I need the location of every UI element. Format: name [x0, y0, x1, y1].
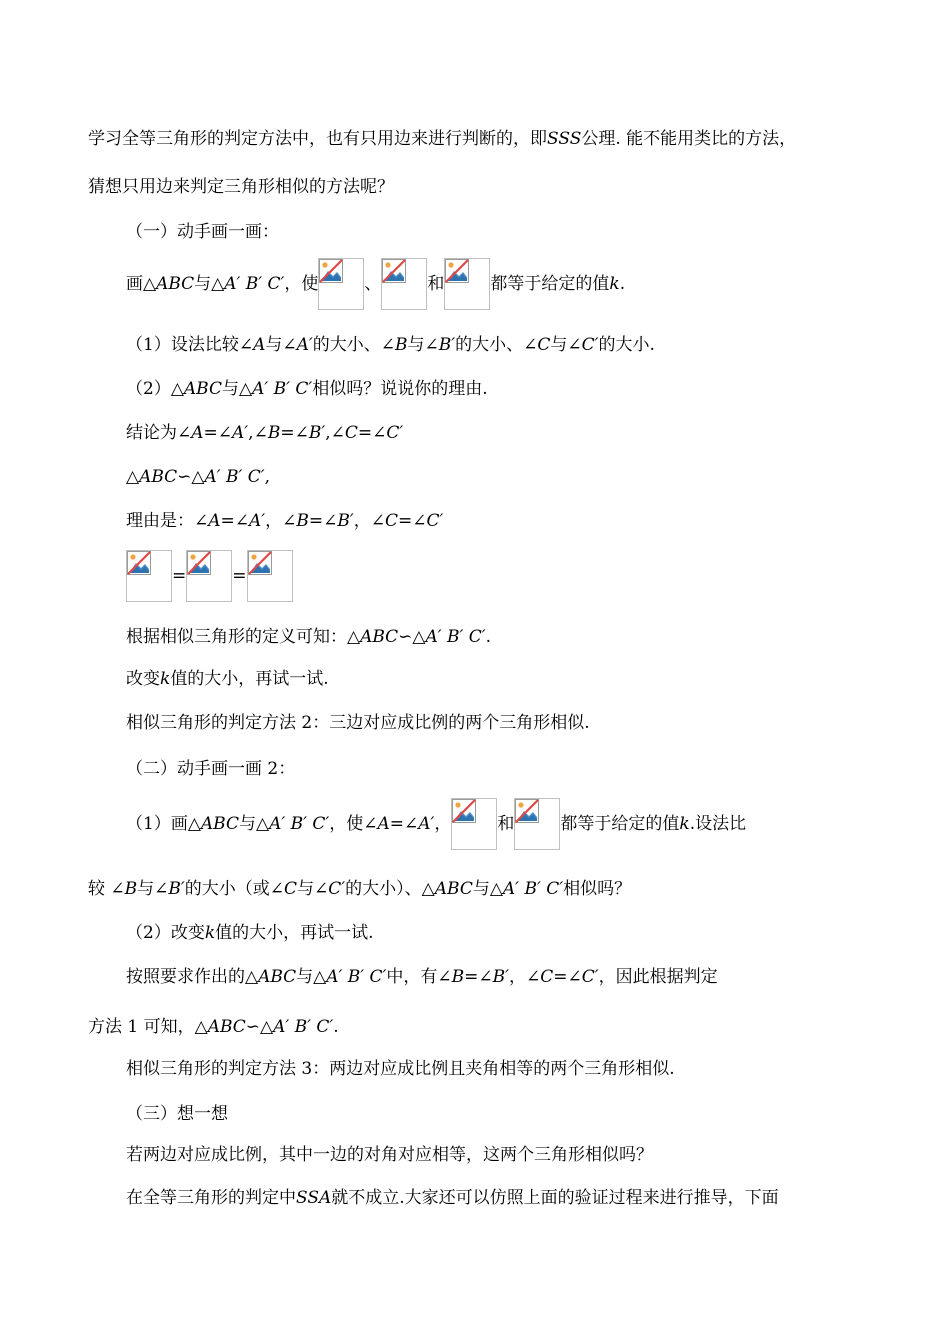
text-segment: ，∠ — [353, 510, 386, 531]
text-segment: 与△ — [238, 814, 270, 834]
math-symbol: B — [296, 510, 309, 531]
text-segment: ，∠ — [509, 966, 541, 987]
text-segment: 改变 — [126, 668, 160, 689]
text-segment: 的大小）、△ — [345, 878, 435, 899]
math-symbol: k — [160, 668, 171, 689]
broken-image-icon — [514, 798, 560, 850]
text-segment: 在全等三角形的判定中 — [126, 1187, 296, 1208]
text-segment: 与∠ — [407, 334, 439, 355]
math-symbol: C′ — [426, 510, 444, 531]
text-segment: 值的大小，再试一试. — [215, 922, 374, 943]
text-segment: 就不成立.大家还可以仿照上面的验证过程来进行推导，下面 — [331, 1187, 779, 1208]
math-symbol: C — [344, 422, 358, 443]
text-segment: 较 ∠ — [88, 878, 125, 899]
text-line — [126, 1103, 228, 1124]
text-segment: 与△ — [472, 878, 503, 899]
text-segment: 相似吗？说说你的理由. — [312, 378, 488, 399]
text-segment: 的大小、∠ — [312, 334, 395, 355]
math-symbol: A — [191, 422, 204, 443]
text-line — [126, 758, 295, 779]
text-segment: 与△ — [221, 378, 253, 399]
math-symbol: C — [537, 334, 551, 355]
math-symbol: ABC — [156, 274, 195, 294]
math-symbol: k — [609, 274, 620, 294]
text-segment: （一）动手画一画： — [126, 221, 279, 242]
text-segment: 与∠ — [297, 878, 329, 899]
text-line — [126, 466, 270, 487]
broken-image-icon — [186, 550, 232, 602]
text-segment: ，∠ — [265, 510, 297, 531]
text-segment: = — [232, 566, 247, 586]
text-segment: =∠ — [280, 422, 309, 443]
text-segment: ∽△ — [177, 466, 205, 487]
broken-image-icon — [126, 550, 172, 602]
text-segment: =∠ — [464, 966, 493, 987]
text-segment: （2）改变 — [126, 922, 205, 943]
text-line — [126, 922, 374, 943]
text-segment: （三）想一想 — [126, 1103, 228, 1124]
text-segment: ，因此根据判定 — [598, 966, 718, 987]
math-symbol: ABC — [434, 878, 473, 899]
math-symbol: A′ B′ C′ — [502, 878, 564, 899]
math-symbol: A — [377, 814, 390, 834]
math-symbol: C — [284, 878, 298, 899]
broken-image-icon — [444, 258, 490, 310]
math-symbol: A′ — [418, 814, 435, 834]
text-segment: 值的大小，再试一试. — [170, 668, 329, 689]
math-symbol: A′ B′ C′ — [273, 1016, 334, 1037]
math-symbol: A′ — [249, 510, 266, 531]
text-segment: =∠ — [389, 814, 419, 834]
text-segment: 理由是：∠ — [126, 510, 209, 531]
math-symbol: A′ B′ C′ — [269, 814, 330, 834]
math-symbol: ABC — [139, 466, 178, 487]
text-segment: 相似三角形的判定方法 2：三边对应成比例的两个三角形相似. — [126, 712, 590, 733]
text-segment: =∠ — [553, 966, 582, 987]
text-segment: . — [485, 626, 492, 647]
text-segment: 公理. 能不能用类比的方法， — [581, 128, 797, 149]
text-segment: （1）画△ — [126, 814, 201, 834]
math-symbol: A′ B′ C′ — [224, 274, 285, 294]
math-symbol: C′ — [328, 878, 346, 899]
text-segment: =∠ — [398, 510, 427, 531]
text-segment: 和 — [497, 814, 515, 834]
text-line — [126, 712, 590, 733]
math-symbol: ABC — [183, 378, 222, 399]
text-segment: ，使 — [284, 274, 319, 294]
text-segment: 与△ — [194, 274, 225, 294]
text-segment: 方法 1 可知，△ — [88, 1016, 208, 1037]
math-symbol: ABC — [207, 1016, 246, 1037]
text-line — [126, 258, 625, 310]
math-symbol: B′ — [308, 422, 326, 443]
text-line — [126, 378, 488, 399]
math-symbol: A — [253, 334, 266, 355]
text-segment: ，使∠ — [329, 814, 378, 834]
math-symbol: C′ — [581, 334, 599, 355]
math-symbol: B′ — [438, 334, 456, 355]
text-segment: =∠ — [203, 422, 233, 443]
math-symbol: ABC — [258, 966, 297, 987]
text-line — [88, 176, 394, 197]
text-line — [126, 334, 655, 355]
broken-image-icon — [451, 798, 497, 850]
text-line — [88, 878, 631, 899]
broken-image-icon — [381, 258, 427, 310]
text-line — [126, 510, 443, 531]
math-symbol: k — [679, 814, 690, 834]
text-line — [88, 128, 796, 149]
text-segment: 结论为∠ — [126, 422, 192, 443]
text-segment: .设法比 — [689, 814, 747, 834]
text-segment: = — [172, 566, 187, 586]
text-segment: 学习全等三角形的判定方法中，也有只用边来进行判断的，即 — [88, 128, 547, 149]
text-segment: ， — [434, 814, 452, 834]
text-segment: =∠ — [308, 510, 338, 531]
text-segment: 的大小（或∠ — [184, 878, 285, 899]
math-symbol: B — [267, 422, 281, 443]
text-segment: 都等于给定的值 — [560, 814, 680, 834]
text-segment: 相似三角形的判定方法 3：两边对应成比例且夹角相等的两个三角形相似. — [126, 1058, 675, 1079]
math-symbol: C — [385, 510, 399, 531]
math-symbol: ABC — [360, 626, 399, 647]
text-segment: . — [619, 274, 626, 294]
math-symbol: SSA — [296, 1187, 332, 1208]
text-segment: （2）△ — [126, 378, 184, 399]
text-segment: 和 — [427, 274, 445, 294]
math-symbol: B — [451, 966, 465, 987]
text-line — [126, 1187, 779, 1208]
math-symbol: k — [204, 922, 216, 943]
text-segment: 与∠ — [550, 334, 582, 355]
text-segment: =∠ — [220, 510, 250, 531]
text-segment: 与∠ — [137, 878, 169, 899]
text-segment: ,∠ — [325, 422, 345, 443]
math-symbol: A′ B′ C′ — [204, 466, 265, 487]
text-segment: , — [264, 466, 271, 487]
text-segment: ∽△ — [398, 626, 426, 647]
text-segment: ∽△ — [245, 1016, 274, 1037]
text-segment: 的大小. — [598, 334, 655, 355]
text-segment: 、 — [364, 274, 382, 294]
broken-image-icon — [247, 550, 293, 602]
math-symbol: A′ B′ C′ — [326, 966, 387, 987]
text-segment: 的大小、∠ — [455, 334, 538, 355]
text-segment: （1）设法比较∠ — [126, 334, 254, 355]
text-line — [126, 966, 718, 987]
broken-image-icon — [318, 258, 364, 310]
math-symbol: C — [540, 966, 554, 987]
math-symbol: B′ — [168, 878, 185, 899]
text-line — [126, 626, 491, 647]
text-line — [126, 550, 293, 602]
math-symbol: A′ — [296, 334, 313, 355]
math-symbol: B′ — [492, 966, 510, 987]
text-line — [126, 1058, 675, 1079]
text-segment: =∠ — [357, 422, 387, 443]
text-segment: 中，有∠ — [386, 966, 452, 987]
text-segment: 都等于给定的值 — [490, 274, 610, 294]
math-symbol: ABC — [200, 814, 239, 834]
text-line — [88, 1016, 339, 1037]
math-symbol: A′ — [232, 422, 249, 443]
text-segment: 画△ — [126, 274, 157, 294]
math-symbol: C′ — [581, 966, 599, 987]
math-symbol: B — [124, 878, 138, 899]
text-line — [126, 422, 403, 443]
math-symbol: A′ B′ C′ — [252, 378, 313, 399]
text-segment: （二）动手画一画 2： — [126, 758, 296, 779]
text-segment: 按照要求作出的△ — [126, 966, 259, 987]
math-symbol: A′ B′ C′ — [425, 626, 486, 647]
text-segment: 与△ — [296, 966, 327, 987]
text-line — [126, 798, 746, 850]
math-symbol: SSS — [547, 128, 582, 149]
math-symbol: B′ — [337, 510, 354, 531]
text-line — [126, 221, 279, 242]
text-segment: 猜想只用边来判定三角形相似的方法呢？ — [88, 176, 394, 197]
text-segment: 与∠ — [265, 334, 297, 355]
text-segment: △ — [126, 466, 140, 487]
math-symbol: A — [208, 510, 221, 531]
text-segment: . — [333, 1016, 339, 1037]
text-segment: 若两边对应成比例，其中一边的对角对应相等，这两个三角形相似吗？ — [126, 1144, 653, 1165]
text-line — [126, 1144, 653, 1165]
math-symbol: B — [394, 334, 408, 355]
math-symbol: C′ — [386, 422, 404, 443]
text-segment: 相似吗？ — [563, 878, 632, 899]
text-segment: 根据相似三角形的定义可知：△ — [126, 626, 361, 647]
text-segment: ,∠ — [248, 422, 268, 443]
text-line — [126, 668, 329, 689]
